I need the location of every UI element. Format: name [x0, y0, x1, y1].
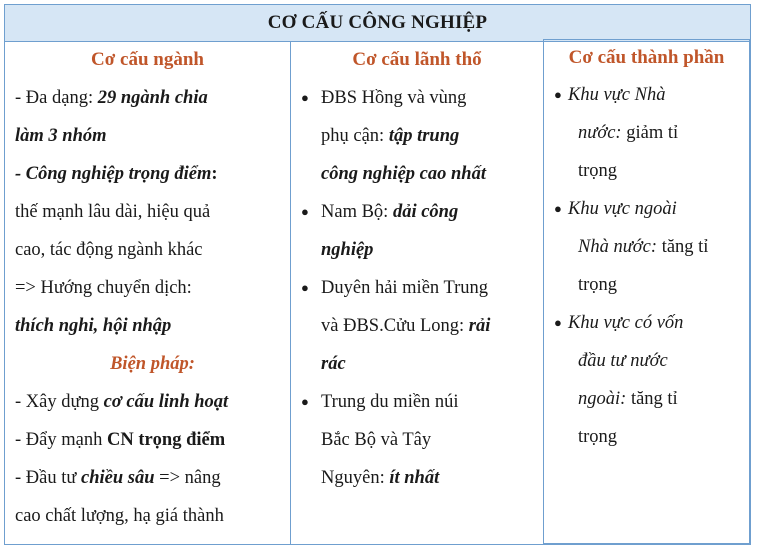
text-line — [15, 79, 290, 117]
list-item — [301, 193, 539, 231]
list-item — [554, 190, 745, 228]
bullet-icon: ● — [554, 315, 562, 330]
text-line: thế mạnh lâu dài, hiệu quả — [15, 202, 211, 222]
emphasis-text: rải — [468, 316, 491, 336]
text-span: Trung du miền núi — [321, 392, 459, 412]
text-line: trọng — [578, 427, 618, 447]
column-ownership-structure — [543, 39, 750, 544]
italic-text: Khu vực ngoài — [568, 199, 677, 219]
list-item — [301, 79, 539, 117]
text-span: : — [211, 164, 218, 184]
text-line: => Hướng chuyển dịch: — [15, 278, 192, 298]
column-body-ownership — [544, 76, 749, 456]
emphasis-text: dải công — [392, 202, 459, 222]
text-span: tăng tỉ — [626, 389, 678, 409]
measures-heading: Biện pháp: — [110, 354, 195, 374]
text-span: => nâng — [154, 468, 221, 488]
emphasis-text: làm 3 nhóm — [15, 126, 107, 146]
table-title: CƠ CẤU CÔNG NGHIỆP — [5, 5, 750, 42]
italic-text: ngoài: — [578, 389, 627, 409]
text-span: ĐBS Hồng và vùng — [321, 88, 467, 108]
text-span: phụ cận: — [321, 126, 389, 146]
text-span: và ĐBS.Cửu Long: — [321, 316, 469, 336]
emphasis-text: cơ cấu linh hoạt — [103, 392, 229, 412]
column-body-territory — [291, 79, 543, 497]
text-span: giảm tỉ — [621, 123, 679, 143]
text-line — [15, 459, 290, 497]
bold-text: CN trọng điểm — [106, 430, 226, 450]
italic-text: đầu tư nước — [578, 351, 668, 371]
emphasis-text: chiều sâu — [81, 468, 155, 488]
bullet-icon: ● — [554, 201, 562, 216]
text-span: - Đầu tư — [15, 468, 82, 488]
text-line — [15, 421, 290, 459]
italic-text: Khu vực có vốn — [568, 313, 684, 333]
text-line — [15, 155, 290, 193]
list-item — [554, 76, 745, 114]
list-item — [301, 269, 539, 307]
list-item — [554, 304, 745, 342]
text-span: - Xây dựng — [15, 392, 104, 412]
emphasis-text: - Công nghiệp trọng điểm — [15, 164, 212, 184]
text-span: Nguyên: — [321, 468, 390, 488]
italic-text: nước: — [578, 123, 622, 143]
column-heading-territory: Cơ cấu lãnh thổ — [352, 49, 482, 70]
emphasis-text: nghiệp — [321, 240, 374, 260]
bullet-icon: ● — [301, 204, 309, 219]
emphasis-text: tập trung — [388, 126, 460, 146]
structure-table — [4, 4, 751, 545]
italic-text: Khu vực Nhà — [568, 85, 666, 105]
column-territory-structure — [291, 41, 543, 544]
bullet-icon: ● — [554, 87, 562, 102]
text-line — [301, 307, 539, 345]
bullet-icon: ● — [301, 90, 309, 105]
text-line: cao chất lượng, hạ giá thành — [15, 506, 224, 526]
text-line — [554, 228, 745, 266]
text-line — [15, 383, 290, 421]
text-span: - Đẩy mạnh — [15, 430, 107, 450]
emphasis-text: 29 ngành chia — [97, 88, 208, 108]
emphasis-text: công nghiệp cao nhất — [321, 164, 486, 184]
text-line — [554, 114, 745, 152]
italic-text: Nhà nước: — [578, 237, 658, 257]
list-item — [301, 383, 539, 421]
column-heading-ownership: Cơ cấu thành phần — [568, 47, 725, 68]
text-span: Duyên hải miền Trung — [321, 278, 489, 298]
text-line — [301, 459, 539, 497]
column-heading-industry: Cơ cấu ngành — [91, 49, 204, 70]
bullet-icon: ● — [301, 280, 309, 295]
text-span: tăng tỉ — [657, 237, 709, 257]
column-body-industry — [5, 79, 290, 535]
text-span: Nam Bộ: — [321, 202, 393, 222]
text-line: trọng — [578, 161, 618, 181]
text-line: Bắc Bộ và Tây — [321, 430, 432, 450]
bullet-icon: ● — [301, 394, 309, 409]
text-span: - Đa dạng: — [15, 88, 98, 108]
emphasis-text: rác — [321, 354, 346, 374]
text-line — [554, 380, 745, 418]
text-line — [301, 117, 539, 155]
text-line: trọng — [578, 275, 618, 295]
emphasis-text: ít nhất — [389, 468, 440, 488]
emphasis-text: thích nghi, hội nhập — [15, 316, 172, 336]
text-line: cao, tác động ngành khác — [15, 240, 203, 260]
column-industry-structure — [5, 41, 291, 544]
